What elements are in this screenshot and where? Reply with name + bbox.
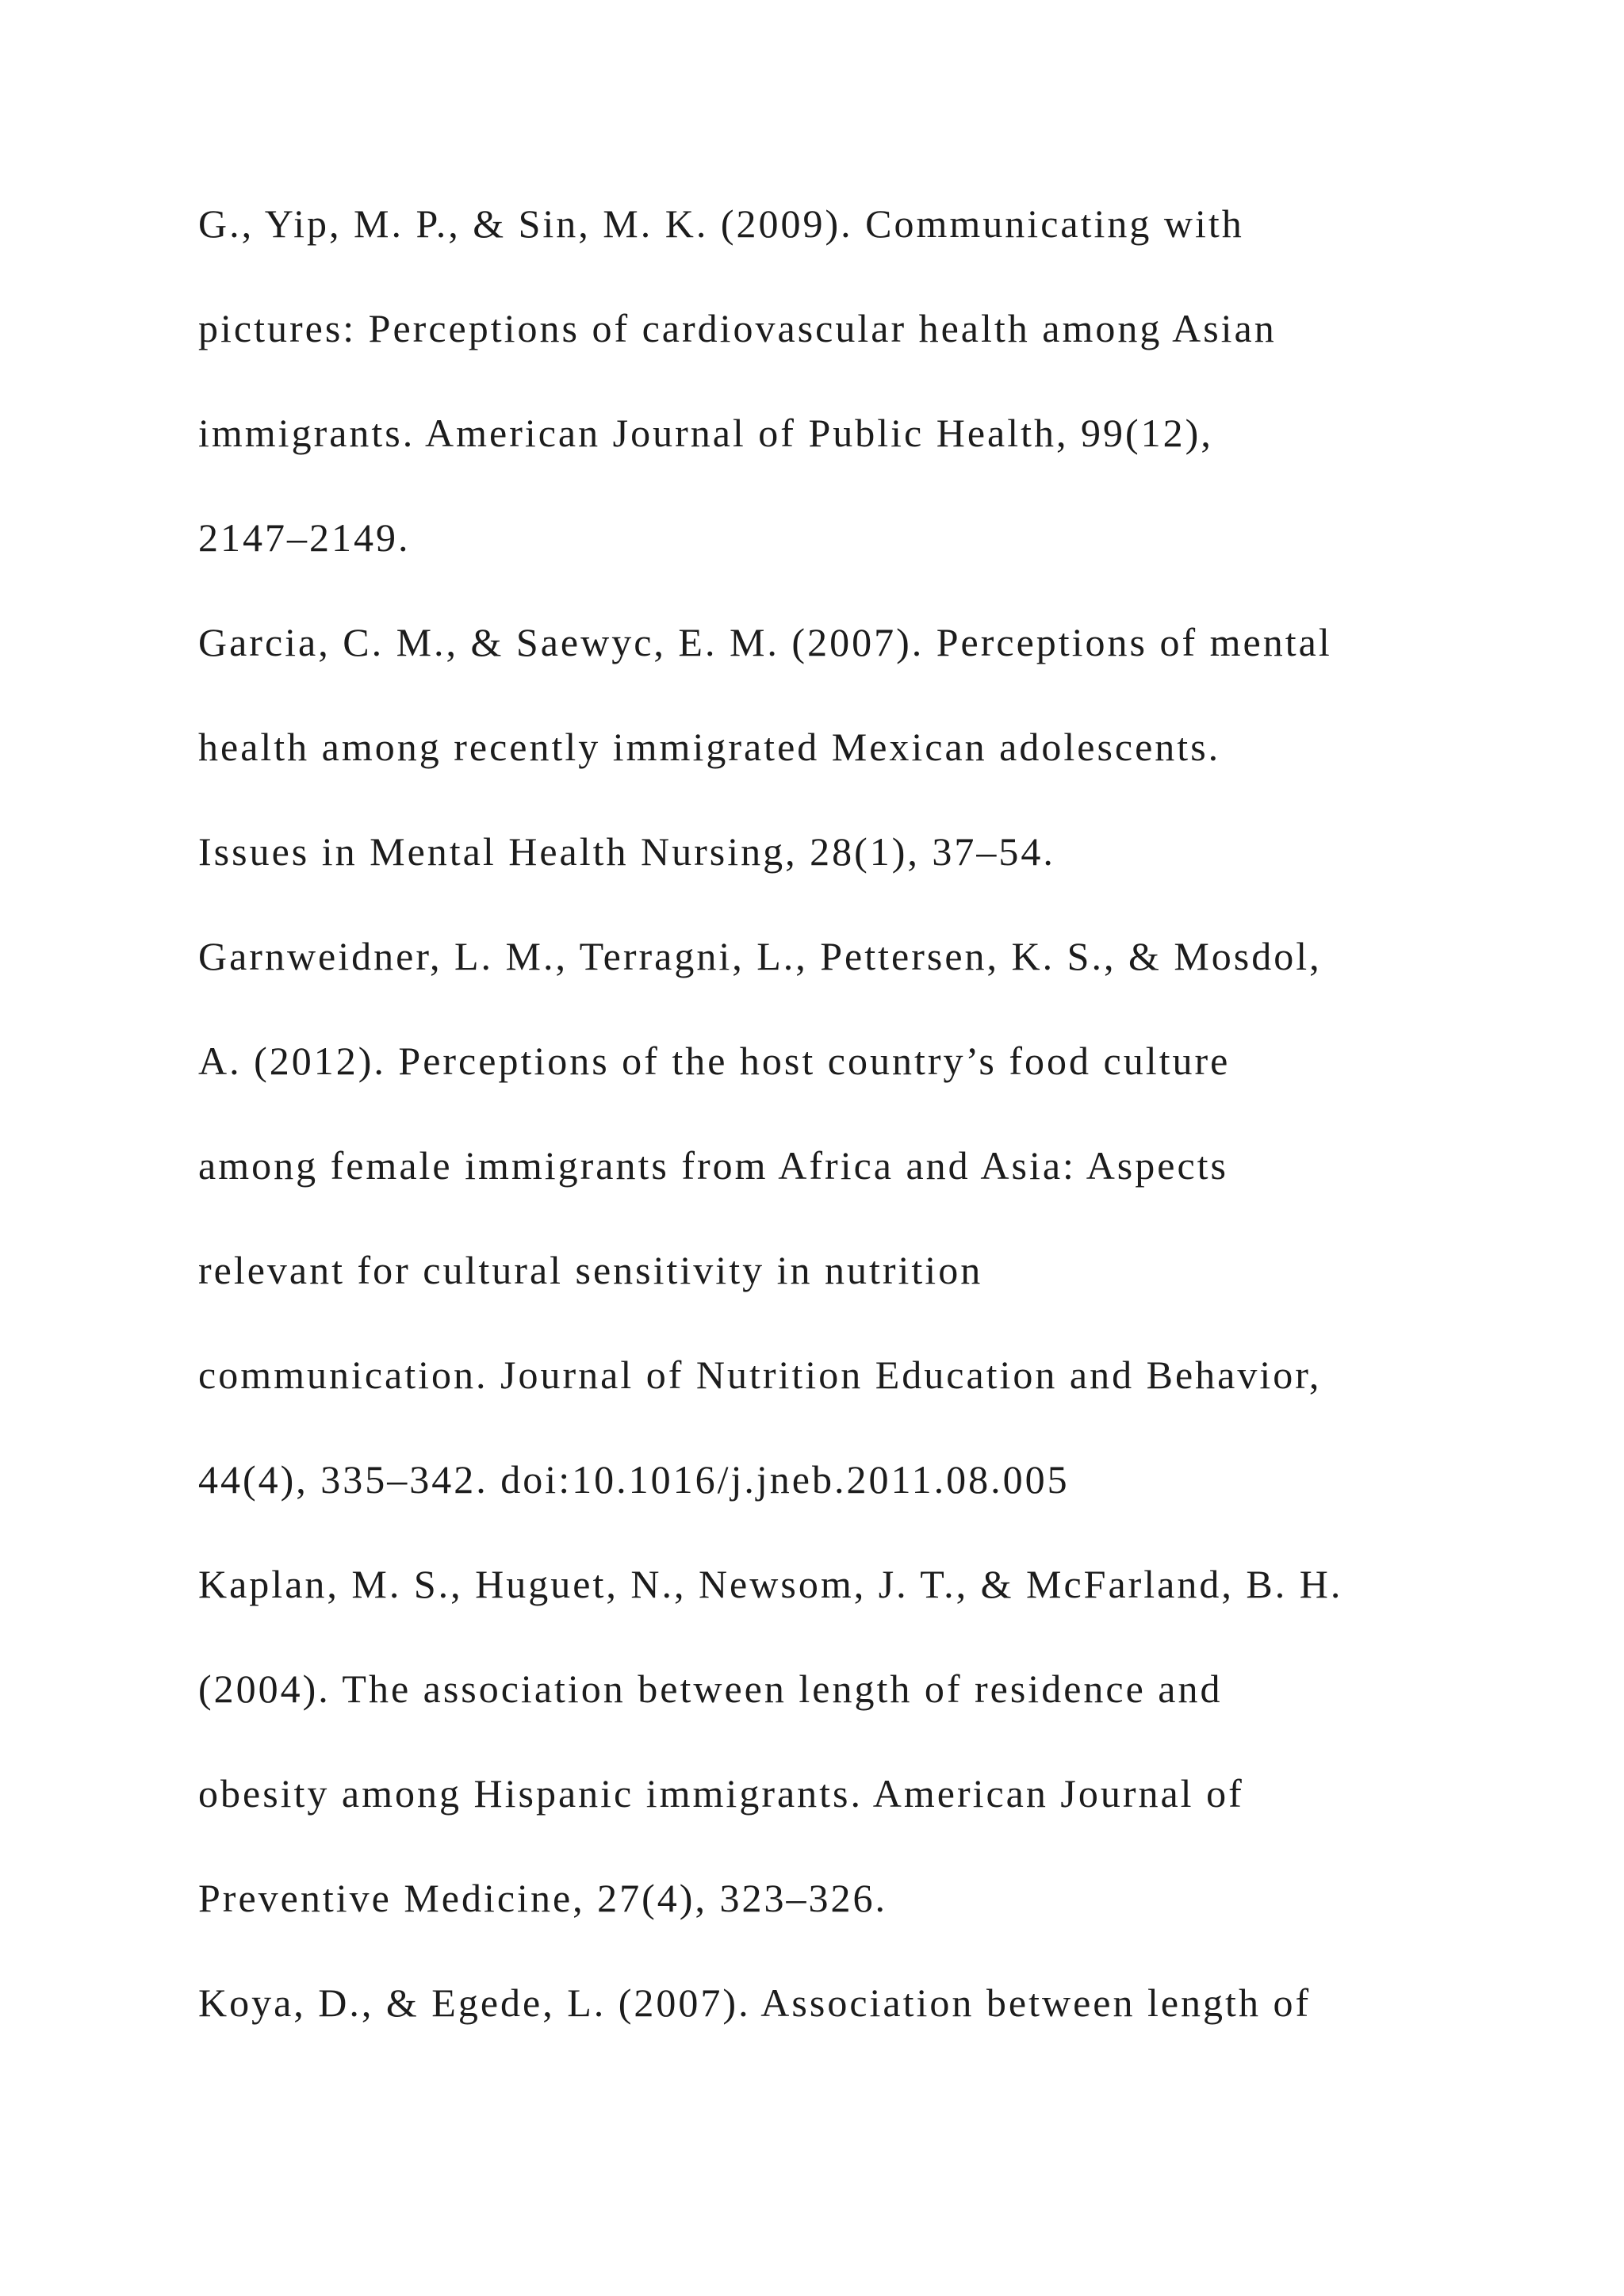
reference-line-1: G., Yip, M. P., & Sin, M. K. (2009). Communicating with: [198, 201, 1244, 246]
reference-line-4: 2147–2149.: [198, 515, 411, 560]
reference-line-11: relevant for cultural sensitivity in nutrition: [198, 1248, 983, 1292]
reference-line-17: Preventive Medicine, 27(4), 323–326.: [198, 1876, 887, 1920]
reference-line-15: (2004). The association between length of residence and: [198, 1667, 1223, 1711]
reference-line-8: Garnweidner, L. M., Terragni, L., Pettersen, K. S., & Mosdol,: [198, 934, 1322, 978]
reference-line-16: obesity among Hispanic immigrants. American Journal of: [198, 1771, 1244, 1816]
reference-line-6: health among recently immigrated Mexican adolescents.: [198, 725, 1221, 769]
reference-line-5: Garcia, C. M., & Saewyc, E. M. (2007). Perceptions of mental: [198, 620, 1332, 664]
reference-line-9: A. (2012). Perceptions of the host country’s food culture: [198, 1039, 1231, 1083]
reference-list: [198, 184, 1546, 2068]
reference-line-14: Kaplan, M. S., Huguet, N., Newsom, J. T., & McFarland, B. H.: [198, 1562, 1343, 1606]
reference-line-2: pictures: Perceptions of cardiovascular health among Asian: [198, 306, 1277, 350]
reference-line-10: among female immigrants from Africa and Asia: Aspects: [198, 1143, 1228, 1188]
reference-line-3: immigrants. American Journal of Public Health, 99(12),: [198, 411, 1213, 455]
reference-line-13: 44(4), 335–342. doi:10.1016/j.jneb.2011.08.005: [198, 1457, 1070, 1502]
reference-line-7: Issues in Mental Health Nursing, 28(1), 37–54.: [198, 829, 1055, 874]
reference-line-18: Koya, D., & Egede, L. (2007). Association between length of: [198, 1980, 1312, 2025]
reference-line-12: communication. Journal of Nutrition Education and Behavior,: [198, 1353, 1322, 1397]
